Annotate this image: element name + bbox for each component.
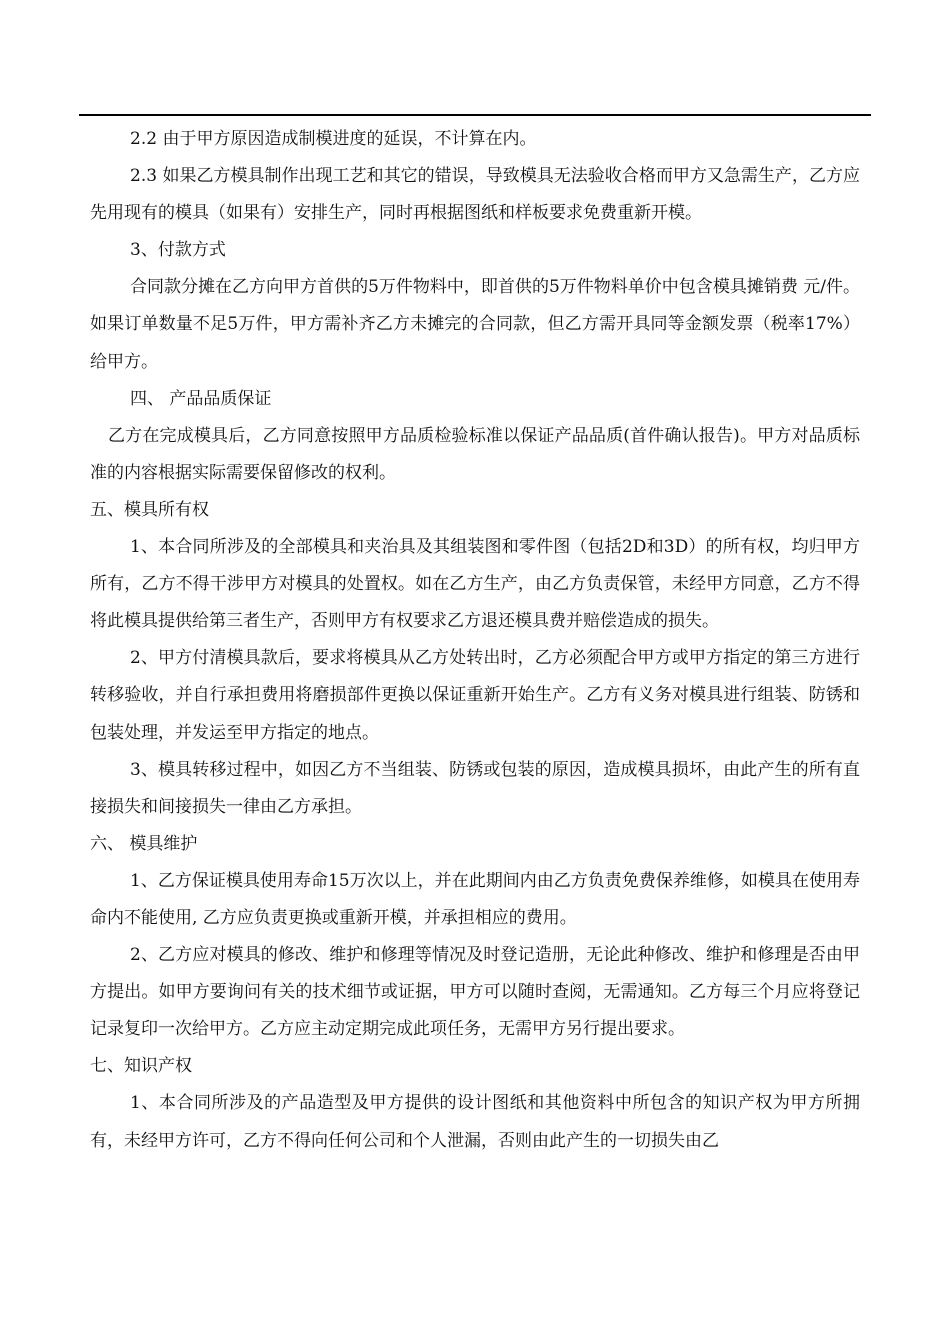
payment-paragraph: 合同款分摊在乙方向甲方首供的5万件物料中，即首供的5万件物料单价中包含模具摊销费 元/件。如果订单数量不足5万件，甲方需补齐乙方未摊完的合同款，但乙方需开具同等金额发票（税率17%）给甲方。	[90, 277, 860, 372]
section-quality-heading: 四、 产品品质保证	[130, 388, 272, 409]
section-payment-heading: 3、付款方式	[130, 240, 226, 261]
clause-2-2: 2.2 由于甲方原因造成制模进度的延误，不计算在内。	[130, 129, 537, 149]
section-maintenance-heading: 六、 模具维护	[90, 833, 198, 854]
document-body	[90, 121, 860, 1160]
maintenance-clause-1: 1、乙方保证模具使用寿命15万次以上，并在此期间内由乙方负责免费保养维修，如模具在使用寿命内不能使用, 乙方应负责更换或重新开模，并承担相应的费用。	[90, 870, 860, 928]
section-ip-heading: 七、知识产权	[90, 1056, 192, 1077]
ownership-clause-3: 3、模具转移过程中，如因乙方不当组装、防锈或包装的原因，造成模具损坏，由此产生的所有直接损失和间接损失一律由乙方承担。	[90, 759, 860, 817]
ownership-clause-2: 2、甲方付清模具款后，要求将模具从乙方处转出时，乙方必须配合甲方或甲方指定的第三方进行转移验收，并自行承担费用将磨损部件更换以保证重新开始生产。乙方有义务对模具进行组装、防锈和包装处理，并发运至甲方指定的地点。	[90, 648, 860, 743]
header-rule	[79, 114, 871, 116]
maintenance-clause-2: 2、乙方应对模具的修改、维护和修理等情况及时登记造册，无论此种修改、维护和修理是否由甲方提出。如甲方要询问有关的技术细节或证据，甲方可以随时查阅，无需通知。乙方每三个月应将登记记录复印一次给甲方。乙方应主动定期完成此项任务，无需甲方另行提出要求。	[90, 945, 860, 1040]
ip-clause-1: 1、本合同所涉及的产品造型及甲方提供的设计图纸和其他资料中所包含的知识产权为甲方所拥有，未经甲方许可，乙方不得向任何公司和个人泄漏，否则由此产生的一切损失由乙	[90, 1093, 860, 1151]
ownership-clause-1: 1、本合同所涉及的全部模具和夹治具及其组装图和零件图（包括2D和3D）的所有权，均归甲方所有，乙方不得干涉甲方对模具的处置权。如在乙方生产，由乙方负责保管，未经甲方同意，乙方不得将此模具提供给第三者生产，否则甲方有权要求乙方退还模具费并赔偿造成的损失。	[90, 537, 860, 632]
clause-2-3: 2.3 如果乙方模具制作出现工艺和其它的错误，导致模具无法验收合格而甲方又急需生产，乙方应先用现有的模具（如果有）安排生产，同时再根据图纸和样板要求免费重新开模。	[90, 166, 860, 224]
section-ownership-heading: 五、模具所有权	[90, 499, 209, 520]
quality-paragraph: 乙方在完成模具后，乙方同意按照甲方品质检验标准以保证产品品质(首件确认报告)。甲方对品质标准的内容根据实际需要保留修改的权利。	[90, 425, 860, 483]
